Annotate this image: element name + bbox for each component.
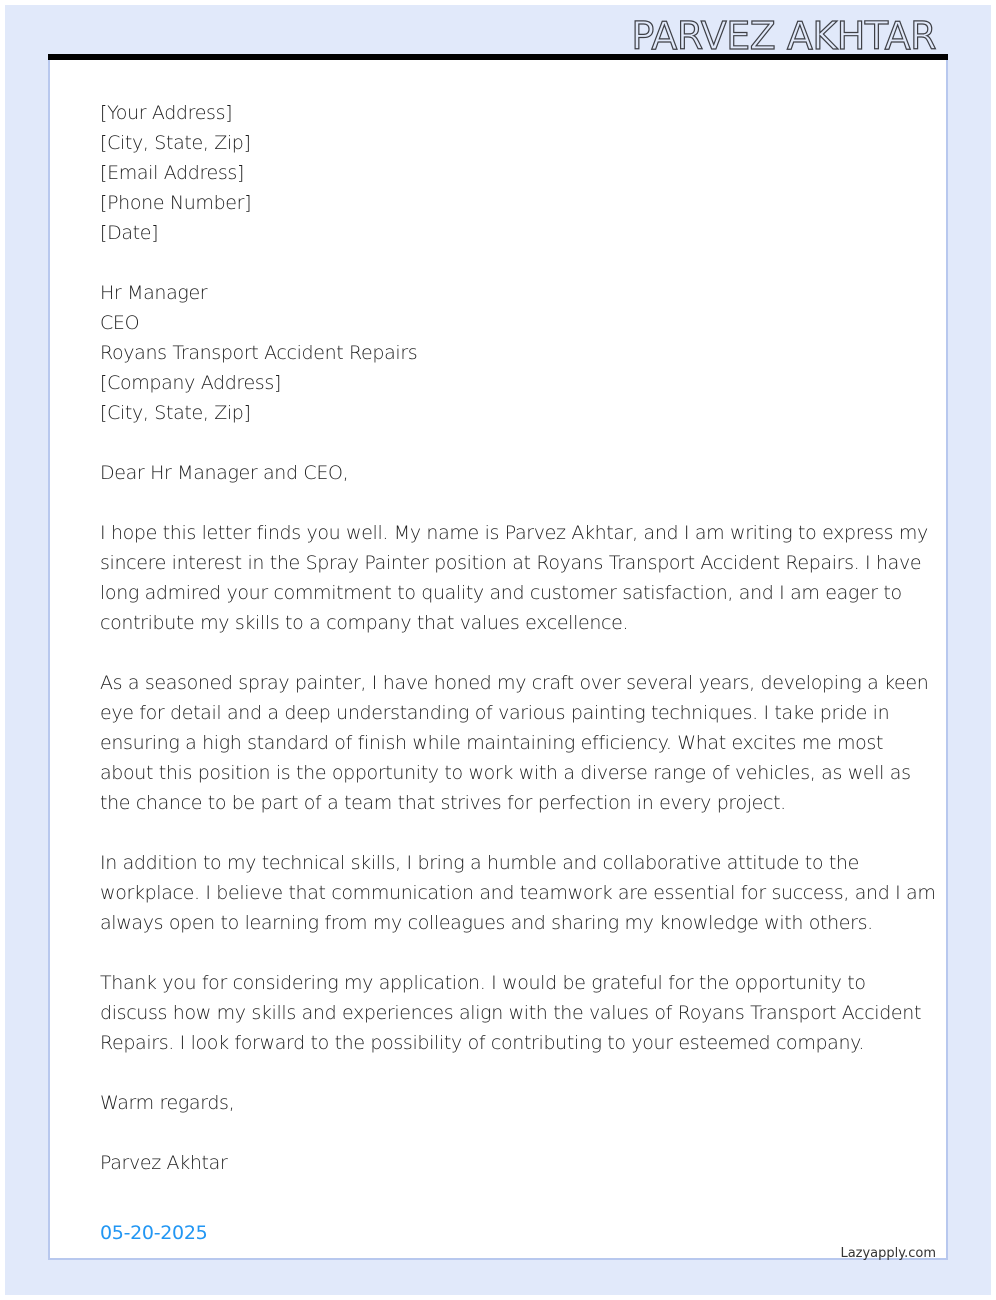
paragraph-line: long admired your commitment to quality and customer satisfaction, and I am eager to <box>100 582 902 604</box>
recipient-line1: Hr Manager <box>100 282 208 304</box>
paragraph-line: workplace. I believe that communication and teamwork are essential for success, and I am <box>100 882 936 904</box>
paragraph-1 <box>100 518 928 638</box>
paragraph-line: ensuring a high standard of finish while maintaining efficiency. What excites me most <box>100 732 884 754</box>
recipient-block <box>100 278 900 428</box>
paragraph-line: discuss how my skills and experiences align with the values of Royans Transport Accident <box>100 1002 922 1024</box>
sender-block <box>100 98 900 248</box>
footer-date: 05-20-2025 <box>100 1222 208 1244</box>
paragraph-line: In addition to my technical skills, I bring a humble and collaborative attitude to the <box>100 852 859 874</box>
sender-city-state-zip: [City, State, Zip] <box>100 132 251 154</box>
sender-email: [Email Address] <box>100 162 244 184</box>
paragraph-4 <box>100 968 922 1058</box>
sender-phone: [Phone Number] <box>100 192 252 214</box>
watermark: Lazyapply.com <box>840 1246 936 1261</box>
paragraph-line: Repairs. I look forward to the possibility of contributing to your esteemed company. <box>100 1032 865 1054</box>
signature: Parvez Akhtar <box>100 1152 228 1174</box>
paragraph-line: contribute my skills to a company that values excellence. <box>100 612 629 634</box>
sender-date: [Date] <box>100 222 159 244</box>
recipient-city-state-zip: [City, State, Zip] <box>100 402 251 424</box>
paragraph-line: eye for detail and a deep understanding of various painting techniques. I take pride in <box>100 702 890 724</box>
paragraph-line: sincere interest in the Spray Painter position at Royans Transport Accident Repairs. I have <box>100 552 922 574</box>
paragraph-line: Thank you for considering my application. I would be grateful for the opportunity to <box>100 972 866 994</box>
recipient-line2: CEO <box>100 312 140 334</box>
paragraph-line: As a seasoned spray painter, I have honed my craft over several years, developing a keen <box>100 672 929 694</box>
paragraph-3 <box>100 848 936 938</box>
paragraph-2 <box>100 668 929 818</box>
closing: Warm regards, <box>100 1092 235 1114</box>
salutation: Dear Hr Manager and CEO, <box>100 462 349 484</box>
sender-address: [Your Address] <box>100 102 233 124</box>
recipient-address: [Company Address] <box>100 372 281 394</box>
recipient-company: Royans Transport Accident Repairs <box>100 342 418 364</box>
paragraph-line: the chance to be part of a team that strives for perfection in every project. <box>100 792 786 814</box>
paragraph-line: about this position is the opportunity to work with a diverse range of vehicles, as well as <box>100 762 911 784</box>
letter-body <box>100 98 936 1178</box>
paragraph-line: I hope this letter finds you well. My name is Parvez Akhtar, and I am writing to express my <box>100 522 928 544</box>
paragraph-line: always open to learning from my colleagues and sharing my knowledge with others. <box>100 912 873 934</box>
header-name: PARVEZ AKHTAR <box>631 14 936 58</box>
